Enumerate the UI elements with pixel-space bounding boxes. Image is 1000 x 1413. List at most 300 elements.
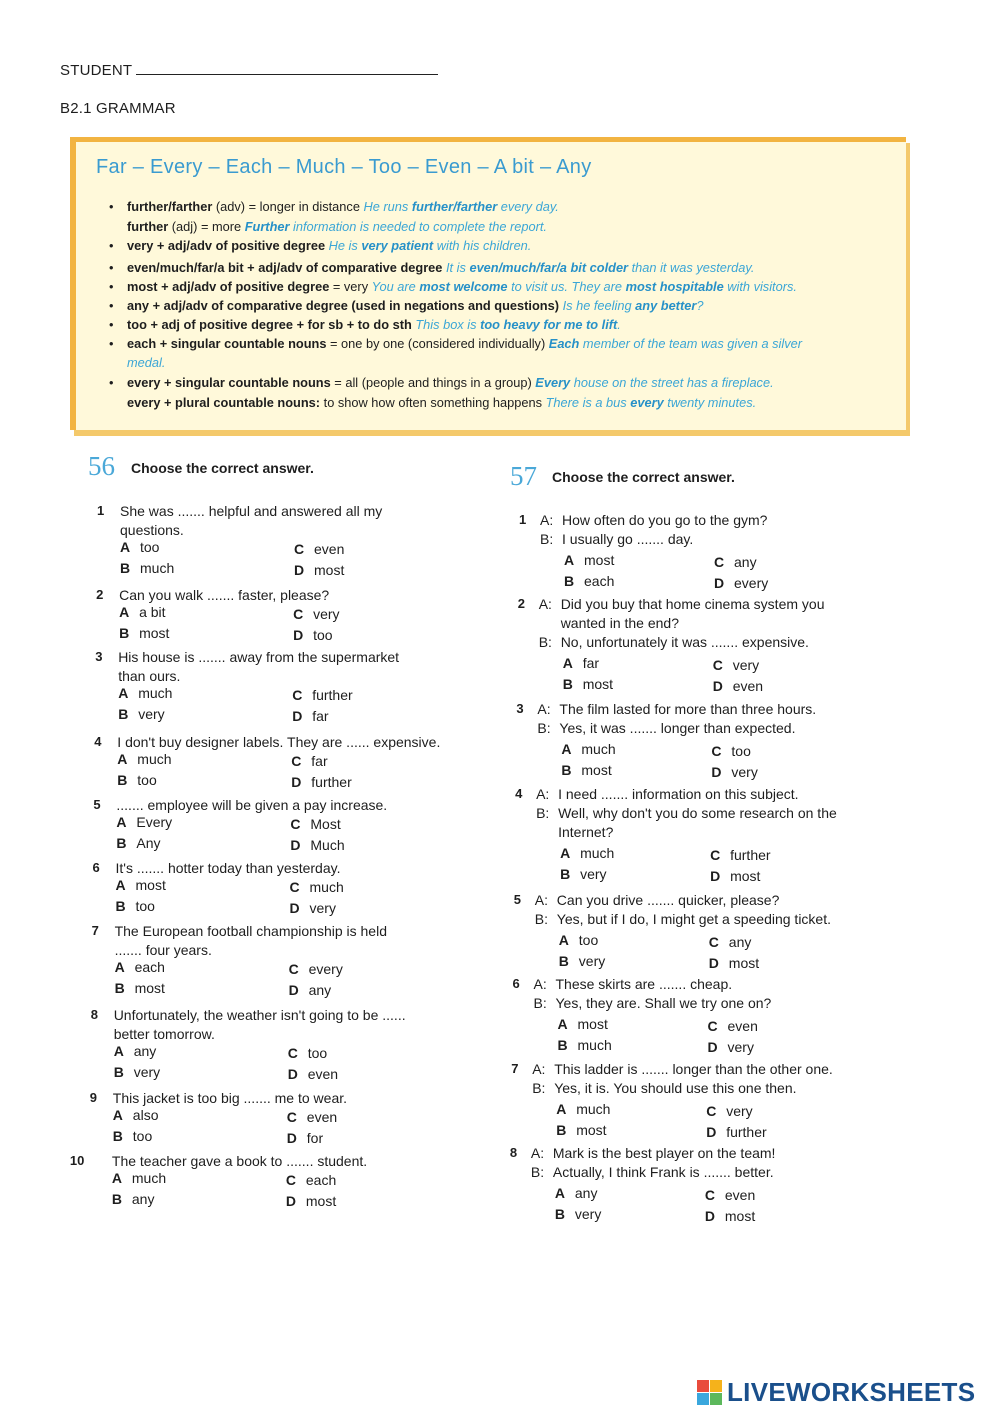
option-c[interactable] — [713, 657, 759, 673]
option-letter: A — [558, 932, 569, 948]
option-letter: C — [712, 657, 723, 673]
example-text: twenty minutes. — [663, 395, 757, 410]
option-c[interactable] — [293, 606, 339, 622]
speaker-b-line — [532, 1079, 882, 1098]
question-number: 5 — [93, 797, 101, 812]
option-d[interactable] — [292, 708, 328, 724]
rule-meaning: to show how often something happens — [320, 395, 546, 410]
speaker-a-text: How often do you go to the gym? — [562, 512, 768, 528]
option-a[interactable] — [115, 959, 165, 975]
option-letter: A — [116, 814, 127, 830]
option-letter: D — [289, 900, 300, 916]
option-letter: A — [115, 877, 126, 893]
option-text: too — [137, 772, 157, 788]
question-number: 4 — [94, 734, 102, 749]
option-text: even — [314, 541, 345, 557]
option-letter: C — [292, 687, 303, 703]
option-a[interactable] — [116, 814, 172, 830]
option-text: each — [305, 1172, 337, 1188]
example-keyword: every — [630, 395, 664, 410]
option-a[interactable] — [561, 741, 615, 757]
speaker-b-text: Yes, but if I do, I might get a speeding ticket. — [556, 911, 831, 927]
rule-example — [563, 298, 704, 313]
bullet-icon: • — [109, 317, 114, 332]
option-letter: C — [288, 961, 299, 977]
question-number: 4 — [515, 786, 523, 801]
speaker-a-line — [539, 595, 889, 614]
option-c[interactable] — [706, 1103, 752, 1119]
option-text: each — [584, 573, 615, 589]
option-c[interactable] — [292, 687, 352, 703]
option-letter: D — [711, 764, 722, 780]
option-b[interactable] — [559, 953, 605, 969]
rule-pattern: each + singular countable nouns — [127, 336, 327, 351]
option-text: too — [578, 932, 599, 948]
option-text: every — [734, 575, 769, 591]
rule-meaning: = very — [329, 279, 372, 294]
option-c[interactable] — [291, 753, 327, 769]
rule-meaning: (adv) = longer in distance — [212, 199, 364, 214]
option-b[interactable] — [558, 1037, 612, 1053]
option-text: much — [137, 751, 172, 767]
rule-pattern: every + plural countable nouns: — [127, 395, 321, 410]
option-d[interactable] — [706, 1124, 766, 1140]
option-letter: B — [118, 706, 129, 722]
option-a[interactable] — [114, 1043, 157, 1059]
rule-example — [446, 260, 754, 275]
option-a[interactable] — [559, 932, 598, 948]
option-d[interactable] — [709, 955, 759, 971]
option-a[interactable] — [119, 604, 165, 620]
option-letter: D — [706, 1124, 717, 1140]
question-line: She was ....... helpful and answered all my — [120, 503, 383, 519]
option-d[interactable] — [290, 900, 336, 916]
option-d[interactable] — [711, 764, 757, 780]
example-keyword: Further — [244, 219, 290, 234]
rule-example — [372, 279, 797, 294]
option-c[interactable] — [288, 1045, 327, 1061]
question-line: better tomorrow. — [113, 1026, 215, 1042]
option-b[interactable] — [116, 835, 160, 851]
example-text: medal. — [127, 355, 166, 370]
example-text: information is needed to complete the report. — [289, 219, 547, 234]
option-c[interactable] — [287, 1109, 337, 1125]
option-text: most — [582, 676, 614, 692]
rule-line — [109, 199, 559, 214]
option-letter: A — [114, 959, 125, 975]
rule-pattern: too + adj of positive degree + for sb + to do sth — [127, 317, 412, 332]
rule-example — [415, 317, 621, 332]
option-text: too — [731, 743, 751, 759]
example-text: member of the team was given a silver — [579, 336, 802, 351]
option-text: much — [138, 685, 173, 701]
student-label: STUDENT — [60, 62, 132, 79]
rule-line — [109, 375, 774, 390]
example-keyword: further/farther — [411, 199, 498, 214]
option-b[interactable] — [113, 1128, 152, 1144]
option-a[interactable] — [556, 1101, 610, 1117]
question-text — [116, 859, 464, 878]
question-line: The European football championship is held — [114, 923, 387, 939]
option-text: any — [734, 554, 757, 570]
option-letter: C — [714, 554, 725, 570]
option-d[interactable] — [288, 1066, 338, 1082]
speaker-a-text: I need ....... information on this subject. — [558, 786, 799, 802]
option-b[interactable] — [563, 676, 613, 692]
option-text: Much — [310, 837, 345, 853]
rule-line — [127, 219, 547, 234]
speaker-b-label: B: — [537, 720, 551, 736]
option-letter: C — [286, 1109, 297, 1125]
option-text: most — [314, 562, 345, 578]
option-letter: B — [111, 1191, 123, 1207]
question-number: 10 — [69, 1153, 85, 1168]
dialog-text — [540, 511, 890, 549]
exercise-56-number: 56 — [88, 451, 115, 481]
speaker-a-label: A: — [534, 892, 549, 908]
speaker-b-label: B: — [538, 634, 552, 650]
speaker-a-line — [540, 511, 890, 530]
example-text: to visit us. They are — [507, 279, 626, 294]
option-d[interactable] — [290, 837, 344, 853]
option-letter: B — [112, 1128, 123, 1144]
speaker-a-text: These skirts are ....... cheap. — [555, 976, 733, 992]
option-text: far — [311, 753, 328, 769]
question-number: 7 — [91, 923, 99, 938]
question-line: It's ....... hotter today than yesterday. — [115, 860, 341, 876]
option-d[interactable] — [294, 562, 344, 578]
rule-meaning: = one by one (considered individually) — [326, 336, 549, 351]
option-letter: D — [714, 575, 725, 591]
option-b[interactable] — [556, 1122, 606, 1138]
option-letter: A — [560, 845, 571, 861]
example-text: He runs — [363, 199, 412, 214]
example-keyword: most welcome — [419, 279, 508, 294]
speaker-b-label: B: — [530, 1164, 545, 1180]
option-text: most — [584, 552, 615, 568]
question-line: ....... four years. — [114, 942, 212, 958]
rule-pattern: most + adj/adv of positive degree — [127, 279, 330, 294]
option-letter: A — [111, 1170, 123, 1186]
example-text: . — [617, 317, 621, 332]
rule-line — [109, 238, 532, 253]
option-b[interactable] — [116, 898, 155, 914]
option-letter: C — [707, 1018, 718, 1034]
option-d[interactable] — [705, 1208, 755, 1224]
level-title: B2.1 GRAMMAR — [60, 100, 176, 117]
option-c[interactable] — [714, 554, 757, 570]
option-b[interactable] — [115, 980, 165, 996]
example-keyword: even/much/far/a bit colder — [469, 260, 629, 275]
option-text: much — [309, 879, 344, 895]
speaker-a-label: A: — [536, 786, 550, 802]
speaker-a-label: A: — [530, 1145, 545, 1161]
dialog-text — [536, 785, 886, 842]
exercise-57-title: Choose the correct answer. — [552, 469, 735, 485]
option-letter: A — [556, 1101, 567, 1117]
option-text: most — [135, 877, 166, 893]
option-text: much — [131, 1170, 167, 1186]
speaker-b-line — [540, 530, 890, 549]
bullet-icon: • — [109, 298, 114, 313]
rule-line-continued — [127, 355, 165, 370]
bullet-icon: • — [109, 279, 114, 294]
speaker-a-line — [537, 700, 887, 719]
option-text: even — [306, 1109, 338, 1125]
question-number: 1 — [519, 512, 527, 527]
speaker-b-label: B: — [533, 995, 547, 1011]
option-letter: C — [710, 847, 721, 863]
option-text: even — [307, 1066, 339, 1082]
option-d[interactable] — [289, 982, 332, 998]
speaker-b-text: Yes, it is. You should use this one then. — [554, 1080, 797, 1096]
example-keyword: any better — [635, 298, 697, 313]
option-d[interactable] — [713, 678, 763, 694]
option-a[interactable] — [555, 1185, 598, 1201]
option-b[interactable] — [118, 706, 164, 722]
option-a[interactable] — [113, 1107, 159, 1123]
example-text: with his children. — [433, 238, 532, 253]
option-letter: D — [287, 1066, 298, 1082]
option-text: most — [724, 1208, 756, 1224]
rule-example — [329, 238, 532, 253]
speaker-a-line — [535, 891, 885, 910]
rule-example — [364, 199, 559, 214]
speaker-a-text: Did you buy that home cinema system you — [560, 596, 825, 612]
student-name-field[interactable] — [136, 74, 438, 75]
option-text: Every — [136, 814, 173, 830]
option-a[interactable] — [117, 751, 171, 767]
option-letter: A — [557, 1016, 568, 1032]
option-text: very — [574, 1206, 602, 1222]
option-letter: D — [708, 955, 719, 971]
dialog-text — [531, 1144, 881, 1182]
example-keyword: very patient — [361, 238, 434, 253]
example-keyword: too heavy for me to lift — [480, 317, 618, 332]
example-text: house on the street has a fireplace. — [570, 375, 774, 390]
question-line: than ours. — [118, 668, 181, 684]
option-c[interactable] — [286, 1172, 336, 1188]
example-text: than it was yesterday. — [628, 260, 755, 275]
option-letter: B — [117, 772, 128, 788]
option-letter: C — [289, 879, 300, 895]
rule-example — [535, 375, 773, 390]
option-letter: B — [564, 573, 575, 589]
question-line: Can you walk ....... faster, please? — [119, 587, 330, 603]
option-text: even — [724, 1187, 756, 1203]
question-text — [118, 648, 466, 686]
option-a[interactable] — [120, 539, 159, 555]
rule-meaning: (adj) = more — [168, 219, 245, 234]
option-c[interactable] — [290, 816, 340, 832]
option-text: most — [730, 868, 761, 884]
option-text: most — [134, 980, 165, 996]
rule-example — [549, 336, 802, 351]
dialog-text — [535, 891, 885, 929]
option-a[interactable] — [564, 552, 614, 568]
option-letter: D — [293, 627, 304, 643]
option-letter: D — [294, 562, 305, 578]
option-c[interactable] — [289, 961, 343, 977]
option-text: much — [581, 741, 616, 757]
option-b[interactable] — [112, 1191, 155, 1207]
option-text: even — [732, 678, 764, 694]
exercise-56-title: Choose the correct answer. — [131, 460, 314, 476]
option-c[interactable] — [290, 879, 344, 895]
rule-line — [109, 298, 704, 313]
option-text: most — [577, 1016, 608, 1032]
example-text: He is — [328, 238, 362, 253]
option-text: for — [306, 1130, 324, 1146]
rule-line — [109, 279, 797, 294]
speaker-b-line — [531, 1163, 881, 1182]
option-letter: A — [119, 604, 130, 620]
option-text: very — [313, 606, 340, 622]
speaker-b-label: B: — [540, 531, 554, 547]
speaker-a-label: A: — [532, 1061, 546, 1077]
question-text — [112, 1152, 460, 1171]
option-letter: D — [712, 678, 723, 694]
option-b[interactable] — [564, 573, 614, 589]
option-d[interactable] — [708, 1039, 754, 1055]
speaker-b-line — [539, 633, 889, 652]
option-text: every — [308, 961, 343, 977]
option-text: even — [727, 1018, 758, 1034]
option-text: most — [581, 762, 612, 778]
option-letter: D — [291, 774, 302, 790]
option-b[interactable] — [114, 1064, 160, 1080]
option-b[interactable] — [117, 772, 156, 788]
option-d[interactable] — [287, 1130, 323, 1146]
rule-pattern: very + adj/adv of positive degree — [127, 238, 326, 253]
option-b[interactable] — [561, 762, 611, 778]
option-letter: C — [711, 743, 722, 759]
option-text: Any — [136, 835, 161, 851]
question-text — [113, 1089, 461, 1108]
option-text: very — [580, 866, 607, 882]
example-keyword: Each — [548, 336, 580, 351]
option-d[interactable] — [293, 627, 332, 643]
option-c[interactable] — [709, 934, 752, 950]
option-letter: B — [113, 1064, 124, 1080]
rule-meaning: = all (people and things in a group) — [330, 375, 536, 390]
option-a[interactable] — [563, 655, 599, 671]
option-letter: D — [286, 1130, 297, 1146]
speaker-a-label: A: — [538, 596, 552, 612]
question-number: 9 — [89, 1090, 98, 1105]
option-letter: A — [118, 685, 129, 701]
option-b[interactable] — [555, 1206, 601, 1222]
question-number: 8 — [509, 1145, 518, 1160]
option-text: much — [140, 560, 175, 576]
option-d[interactable] — [291, 774, 351, 790]
option-c[interactable] — [705, 1187, 755, 1203]
question-text — [114, 1006, 462, 1044]
student-name-line — [60, 62, 438, 79]
speaker-b-text: Yes, they are. Shall we try one on? — [555, 995, 772, 1011]
option-letter: B — [114, 980, 125, 996]
option-b[interactable] — [560, 866, 606, 882]
option-text: any — [131, 1191, 155, 1207]
bullet-icon: • — [109, 260, 114, 275]
option-text: far — [582, 655, 600, 671]
question-number: 6 — [92, 860, 100, 875]
option-text: too — [307, 1045, 328, 1061]
option-text: much — [580, 845, 615, 861]
option-letter: A — [113, 1043, 124, 1059]
option-letter: A — [554, 1185, 566, 1201]
option-d[interactable] — [286, 1193, 336, 1209]
option-text: too — [313, 627, 333, 643]
question-number: 7 — [511, 1061, 519, 1076]
option-text: also — [132, 1107, 159, 1123]
rule-pattern: further — [127, 219, 169, 234]
option-d[interactable] — [710, 868, 760, 884]
option-a[interactable] — [112, 1170, 166, 1186]
question-text — [117, 733, 465, 752]
question-number: 3 — [516, 701, 524, 716]
option-letter: A — [562, 655, 573, 671]
speaker-a-line — [531, 1144, 881, 1163]
rule-pattern: any + adj/adv of comparative degree (used in negations and questions) — [127, 298, 559, 313]
option-d[interactable] — [714, 575, 768, 591]
option-a[interactable] — [116, 877, 166, 893]
option-letter: D — [288, 982, 299, 998]
question-text — [120, 502, 468, 540]
question-number: 2 — [517, 596, 525, 611]
option-letter: D — [290, 837, 301, 853]
option-text: further — [726, 1124, 767, 1140]
option-a[interactable] — [118, 685, 172, 701]
speaker-a-label: A: — [540, 512, 554, 528]
option-letter: D — [292, 708, 303, 724]
example-text: It is — [445, 260, 470, 275]
option-c[interactable] — [711, 743, 750, 759]
option-a[interactable] — [560, 845, 614, 861]
option-text: any — [574, 1185, 598, 1201]
option-c[interactable] — [294, 541, 344, 557]
option-letter: B — [562, 676, 573, 692]
question-line: questions. — [120, 522, 184, 538]
liveworksheets-mark-icon — [697, 1380, 723, 1406]
option-c[interactable] — [710, 847, 770, 863]
option-c[interactable] — [708, 1018, 758, 1034]
option-text: far — [312, 708, 329, 724]
option-letter: C — [291, 753, 302, 769]
question-text — [116, 796, 464, 815]
option-text: too — [135, 898, 155, 914]
option-letter: C — [294, 541, 305, 557]
option-text: very — [309, 900, 336, 916]
option-b[interactable] — [119, 625, 169, 641]
option-text: very — [138, 706, 165, 722]
brand-name: LIVEWORKSHEETS — [727, 1377, 976, 1407]
option-text: further — [311, 774, 352, 790]
option-letter: B — [556, 1122, 567, 1138]
option-text: most — [576, 1122, 607, 1138]
option-b[interactable] — [120, 560, 174, 576]
option-letter: B — [558, 953, 569, 969]
option-letter: C — [287, 1045, 298, 1061]
speaker-b-line — [537, 719, 887, 738]
option-text: much — [577, 1037, 612, 1053]
rule-example — [245, 219, 547, 234]
dialog-text — [537, 700, 887, 738]
option-text: very — [726, 1103, 753, 1119]
option-text: most — [728, 955, 760, 971]
option-a[interactable] — [558, 1016, 608, 1032]
option-text: very — [732, 657, 760, 673]
